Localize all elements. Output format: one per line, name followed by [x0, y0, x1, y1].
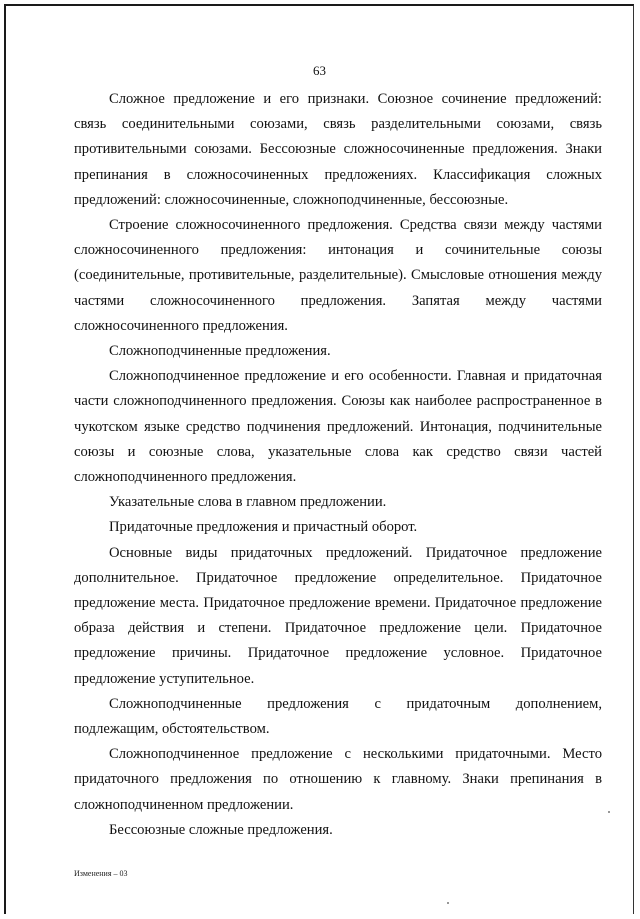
paragraph-participial-phrase: Придаточные предложения и причастный оборот.	[109, 519, 418, 536]
paragraph-multiple-clauses: Сложноподчиненное предложение с несколькими придаточными. Место придаточного предложения по отношению к главному. Знаки препинания в сложноподчиненном предложении.	[74, 746, 602, 813]
paragraph-subordinate-features: Сложноподчиненное предложение и его особенности. Главная и придаточная части сложноподчиненного предложения. Союзы как наиболее распространенное в чукотском языке средство подчинения предложений. Интонация, подчинительные союзы и союзные слова, указательные слова как средство связи частей сложноподчиненного предложения.	[74, 368, 602, 486]
page-body	[74, 87, 602, 843]
document-page	[4, 4, 634, 914]
scan-speck	[447, 902, 449, 904]
paragraph-clause-types: Основные виды придаточных предложений. Придаточное предложение дополнительное. Придаточное предложение определительное. Придаточное предложение места. Придаточное предложение времени. Придаточное предложение образа действия и степени. Придаточное предложение цели. Придаточное предложение причины. Придаточное предложение условное. Придаточное предложение уступительное.	[74, 544, 602, 687]
paragraph-demonstrative-words: Указательные слова в главном предложении.	[109, 494, 387, 511]
scan-speck	[608, 811, 610, 813]
paragraph-subordinate-heading: Сложноподчиненные предложения.	[109, 343, 331, 360]
page-number: 63	[313, 63, 326, 78]
footer-revision-note: Изменения – 03	[74, 869, 128, 878]
paragraph-compound-structure: Строение сложносочиненного предложения. Средства связи между частями сложносочиненного предложения: интонация и сочинительные союзы (соединительные, противительные, разделительные). Смысловые отношения между частями сложносочиненного предложения. Запятая между частями сложносочиненного предложения.	[74, 217, 602, 334]
paragraph-clause-complement: Сложноподчиненные предложения с придаточным дополнением, подлежащим, обстоятельством.	[74, 695, 602, 738]
paragraph-complex-sentence: Сложное предложение и его признаки. Союзное сочинение предложений: связь соединительными союзами, связь разделительными союзами, связь противительными союзами. Бессоюзные сложносочиненные предложения. Знаки препинания в сложносочиненных предложениях. Классификация сложных предложений: сложносочиненные, сложноподчиненные, бессоюзные.	[74, 91, 602, 208]
paragraph-asyndetic: Бессоюзные сложные предложения.	[109, 821, 333, 838]
